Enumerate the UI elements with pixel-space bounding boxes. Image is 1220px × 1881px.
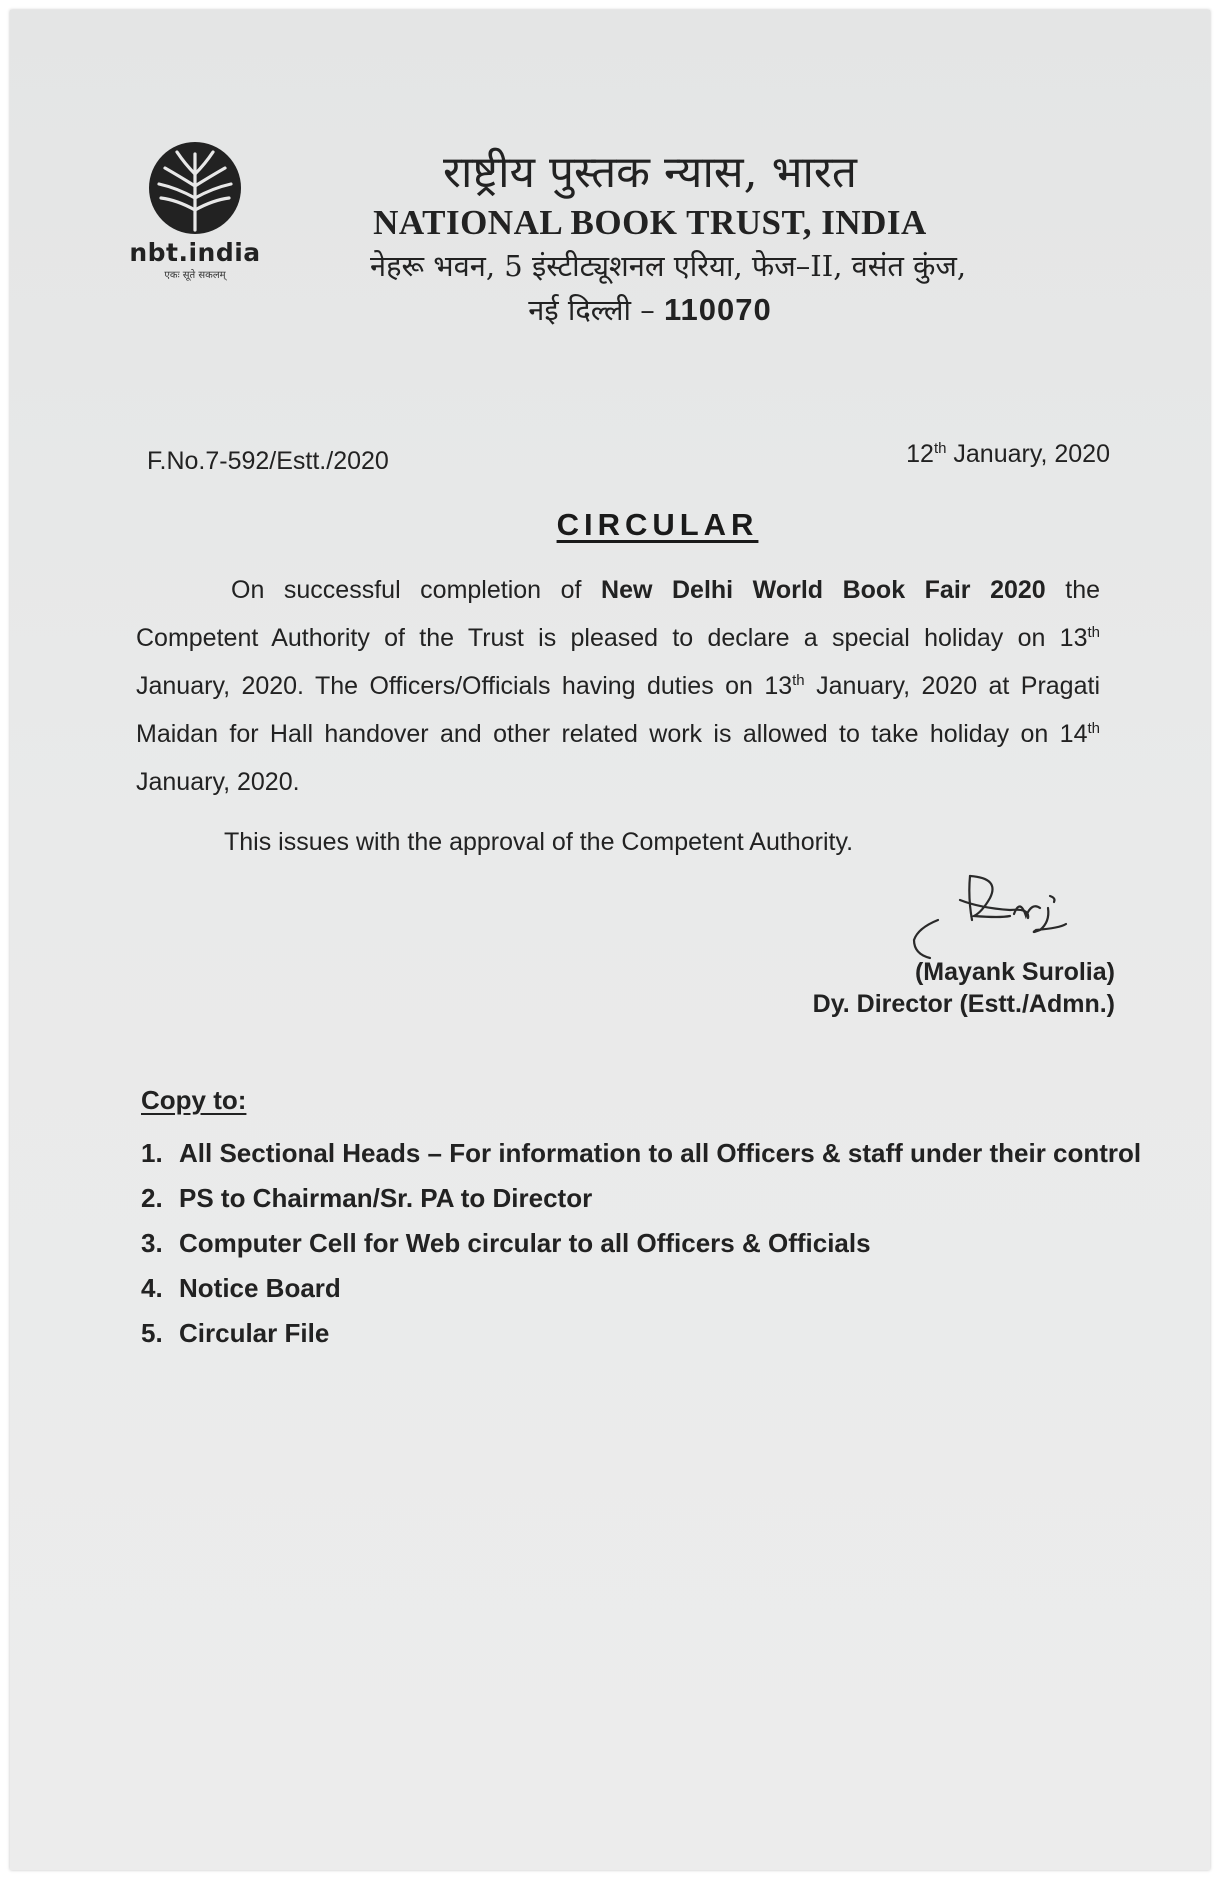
list-item <box>141 1138 1161 1169</box>
list-item-number: 5. <box>141 1318 163 1348</box>
para-text-3: January, 2020. The Officers/Officials having duties on 13 <box>136 672 793 700</box>
document-page <box>10 10 1210 1870</box>
event-name: New Delhi World Book Fair 2020 <box>601 576 1046 604</box>
list-item-text: All Sectional Heads – For information to all Officers & staff under their control <box>179 1138 1142 1168</box>
date-day: 12 <box>906 440 934 468</box>
approval-line: This issues with the approval of the Competent Authority. <box>224 828 854 856</box>
address-city-line <box>300 290 1000 329</box>
date-suffix: th <box>933 440 947 457</box>
list-item-number: 4. <box>141 1273 163 1303</box>
org-name-hindi: राष्ट्रीय पुस्तक न्यास, भारत <box>443 147 857 198</box>
list-item <box>141 1228 1161 1259</box>
body-paragraph <box>136 566 1100 806</box>
copy-to-heading: Copy to: <box>141 1085 247 1115</box>
pincode: 110070 <box>663 292 772 327</box>
signatory-name: (Mayank Surolia) <box>914 958 1115 986</box>
file-number: F.No.7-592/Estt./2020 <box>147 447 389 475</box>
para-sup-1: th <box>1087 624 1100 641</box>
para-text-4: January, 2020 at Pragati Maidan for Hall handover and other related work is allowed to take holiday on 14 <box>136 672 1100 748</box>
list-item <box>141 1273 1161 1304</box>
para-sup-2: th <box>792 672 805 689</box>
para-text-1: On successful completion of <box>231 576 602 604</box>
list-item-text: Notice Board <box>179 1273 341 1303</box>
list-item-number: 3. <box>141 1228 163 1258</box>
date-rest: January, 2020 <box>946 440 1110 468</box>
logo-motto: एकः सूते सकलम् <box>164 270 226 281</box>
city-hindi: नई दिल्ली – <box>528 293 655 327</box>
handwritten-signature <box>890 858 1110 968</box>
copy-to-list <box>141 1138 1161 1363</box>
nbt-logo <box>120 140 270 290</box>
list-item-text: Computer Cell for Web circular to all Officers & Officials <box>179 1228 871 1258</box>
address-hindi: नेहरू भवन, 5 इंस्टीट्यूशनल एरिया, फेज–II, वसंत कुंज, <box>370 249 967 283</box>
list-item-number: 2. <box>141 1183 163 1213</box>
document-title <box>10 507 1210 543</box>
list-item <box>141 1318 1161 1349</box>
document-title-text: CIRCULAR <box>556 507 759 542</box>
signatory-designation: Dy. Director (Estt./Admn.) <box>812 990 1115 1018</box>
circular-date <box>906 440 1110 469</box>
list-item <box>141 1183 1161 1214</box>
tree-logo-icon <box>147 140 243 236</box>
list-item-text: PS to Chairman/Sr. PA to Director <box>179 1183 593 1213</box>
logo-name: nbt.india <box>129 238 261 267</box>
org-name-english: NATIONAL BOOK TRUST, INDIA <box>373 203 927 242</box>
para-text-2: the Competent Authority of the Trust is pleased to declare a special holiday on 13 <box>136 576 1100 652</box>
list-item-number: 1. <box>141 1138 163 1168</box>
list-item-text: Circular File <box>179 1318 330 1348</box>
para-text-5: January, 2020. <box>136 768 300 796</box>
para-sup-3: th <box>1087 720 1100 737</box>
